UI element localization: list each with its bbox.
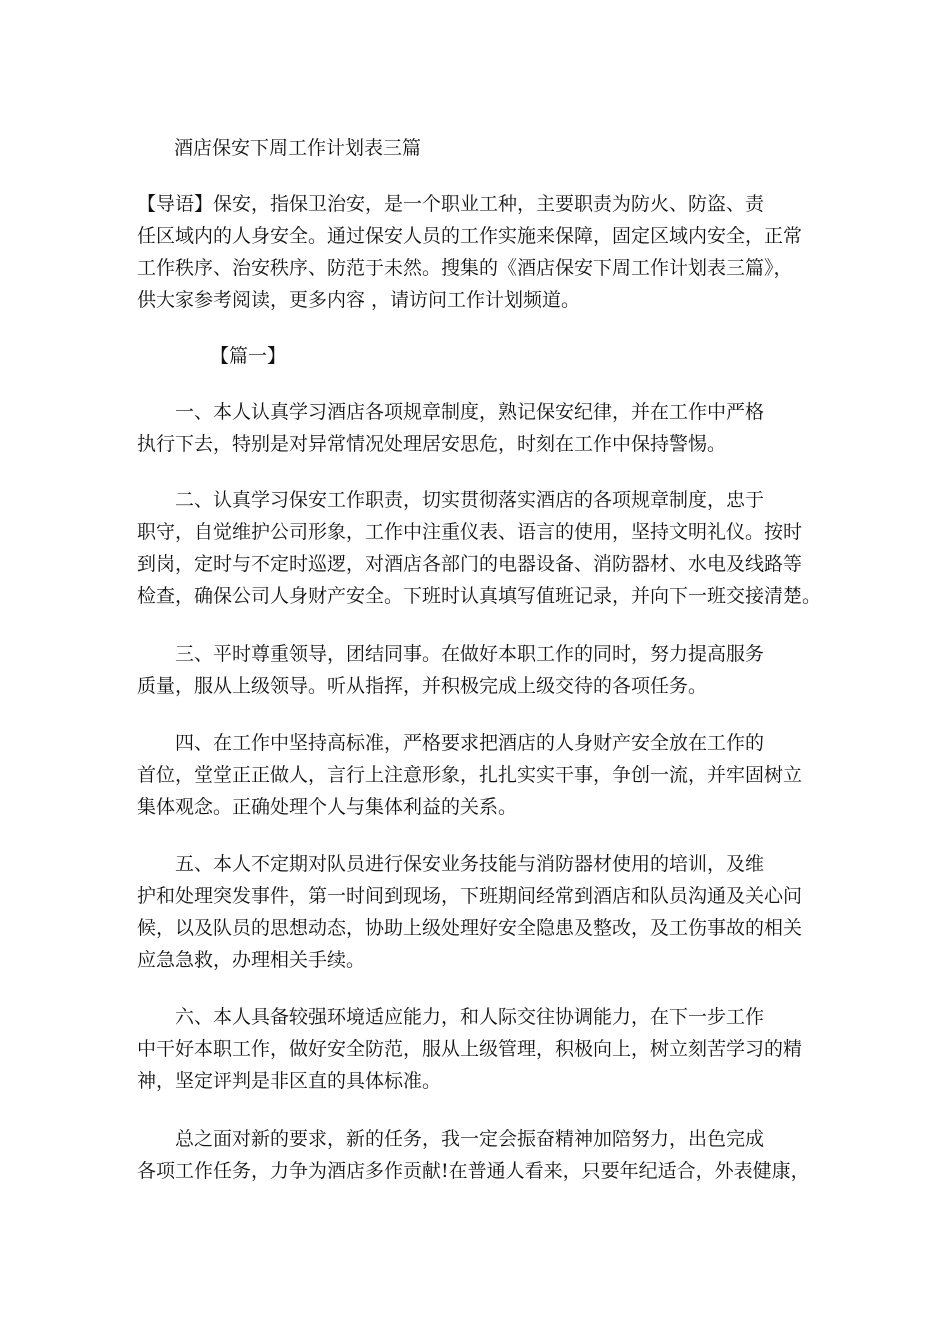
text-line: 任区域内的人身安全。通过保安人员的工作实施来保障，固定区域内安全，正常 <box>137 225 803 247</box>
paragraph-1 <box>137 396 827 460</box>
text-line: 神，坚定评判是非区直的具体标准。 <box>137 1070 442 1092</box>
text-line: 中干好本职工作，做好安全防范，服从上级管理，积极向上，树立刻苦学习的精 <box>137 1038 803 1060</box>
paragraph-4 <box>137 727 827 823</box>
intro-paragraph <box>137 188 827 316</box>
text-line: 总之面对新的要求，新的任务，我一定会振奋精神加陪努力，出色完成 <box>137 1128 765 1150</box>
document-title: 酒店保安下周工作计划表三篇 <box>174 137 422 159</box>
text-line: 护和处理突发事件，第一时间到现场，下班期间经常到酒店和队员沟通及关心问 <box>137 885 803 907</box>
text-line: 职守，自觉维护公司形象，工作中注重仪表、语言的使用，坚持文明礼仪。按时 <box>137 521 803 543</box>
text-line: 检查，确保公司人身财产安全。下班时认真填写值班记录，并向下一班交接清楚。 <box>137 585 822 607</box>
text-line: 应急急救，办理相关手续。 <box>137 949 366 971</box>
text-line: 质量，服从上级领导。听从指挥，并积极完成上级交待的各项任务。 <box>137 675 708 697</box>
paragraph-5 <box>137 848 827 976</box>
text-line: 首位，堂堂正正做人，言行上注意形象，扎扎实实干事，争创一流，并牢固树立 <box>137 764 803 786</box>
text-line: 一、本人认真学习酒店各项规章制度，熟记保安纪律，并在工作中严格 <box>137 401 765 423</box>
text-line: 执行下去，特别是对异常情况处理居安思危，时刻在工作中保持警惕。 <box>137 433 727 455</box>
text-line: 二、认真学习保安工作职责，切实贯彻落实酒店的各项规章制度，忠于 <box>137 489 765 511</box>
paragraph-7 <box>137 1123 827 1187</box>
paragraph-2 <box>137 484 827 612</box>
section-heading: 【篇一】 <box>210 345 287 367</box>
text-line: 候，以及队员的思想动态，协助上级处理好安全隐患及整改，及工伤事故的相关 <box>137 917 803 939</box>
paragraph-6 <box>137 1001 827 1097</box>
text-line: 三、平时尊重领导，团结同事。在做好本职工作的同时，努力提高服务 <box>137 643 765 665</box>
text-line: 集体观念。正确处理个人与集体利益的关系。 <box>137 796 518 818</box>
text-line: 工作秩序、治安秩序、防范于未然。搜集的《酒店保安下周工作计划表三篇》， <box>137 257 793 279</box>
text-line: 到岗，定时与不定时巡逻，对酒店各部门的电器设备、消防器材、水电及线路等 <box>137 553 803 575</box>
paragraph-3 <box>137 638 827 702</box>
text-line: 【导语】保安，指保卫治安，是一个职业工种，主要职责为防火、防盗、责 <box>137 193 765 215</box>
text-line: 五、本人不定期对队员进行保安业务技能与消防器材使用的培训，及维 <box>137 853 765 875</box>
text-line: 各项工作任务，力争为酒店多作贡献!在普通人看来，只要年纪适合，外表健康， <box>137 1160 810 1182</box>
text-line: 四、在工作中坚持高标准，严格要求把酒店的人身财产安全放在工作的 <box>137 732 765 754</box>
text-line: 六、本人具备较强环境适应能力，和人际交往协调能力，在下一步工作 <box>137 1006 765 1028</box>
text-line: 供大家参考阅读，更多内容 ，请访问工作计划频道。 <box>137 289 581 311</box>
